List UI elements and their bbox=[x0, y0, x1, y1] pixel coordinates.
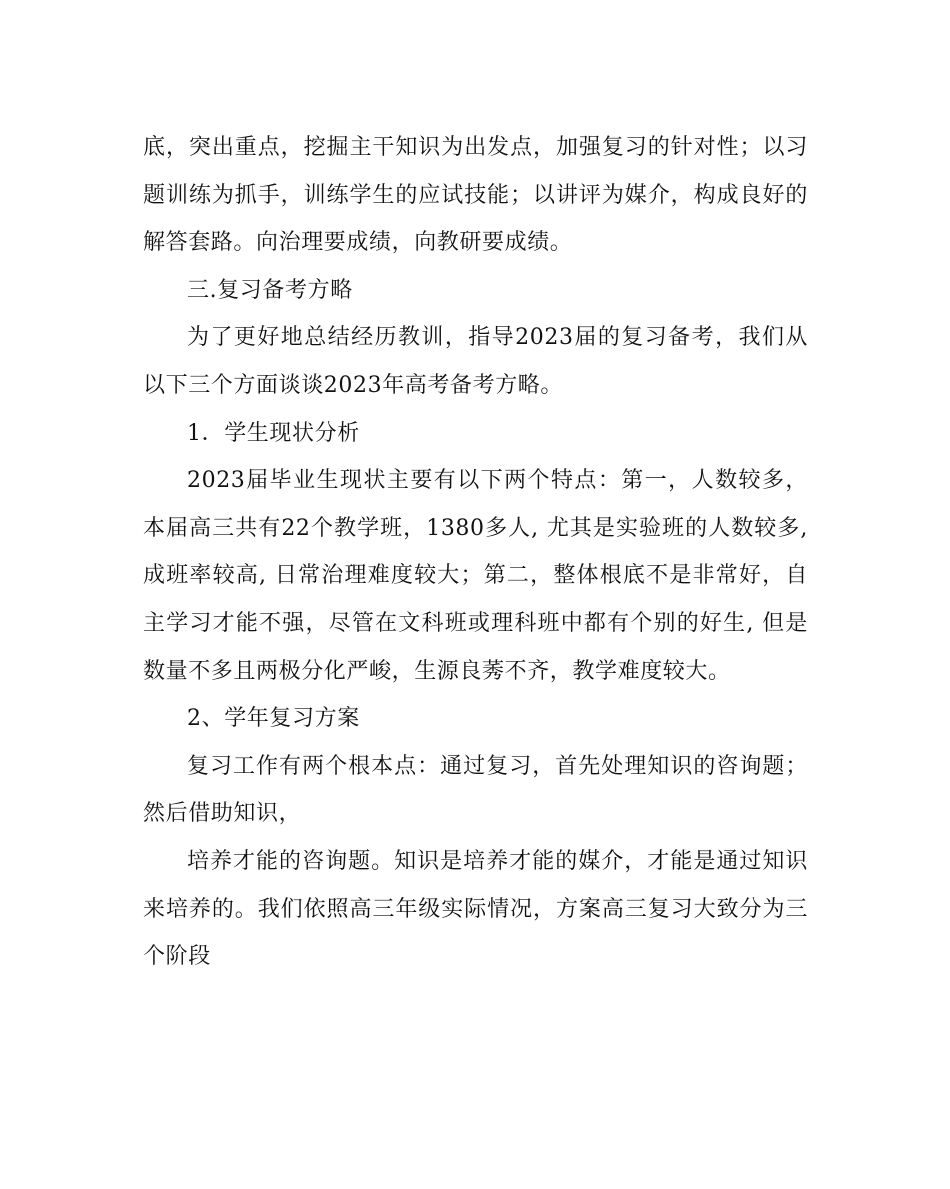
paragraph-continuation: 底，突出重点，挖掘主干知识为出发点，加强复习的针对性；以习题训练为抓手，训练学生的应试技能；以讲评为媒介，构成良好的解答套路。向治理要成绩，向教研要成绩。 bbox=[143, 135, 808, 256]
paragraph-review-points: 复习工作有两个根本点：通过复习，首先处理知识的咨询题；然后借助知识， bbox=[143, 753, 808, 827]
paragraph-ability-training: 培养才能的咨询题。知识是培养才能的媒介，才能是通过知识来培养的。我们依照高三年级实际情况，方案高三复习大致分为三个阶段 bbox=[143, 848, 808, 970]
paragraph-student-status: 2023届毕业生现状主要有以下两个特点：第一，人数较多，本届高三共有22个教学班，1380多人, 尤其是实验班的人数较多,成班率较高, 日常治理难度较大；第二，整体根底不是非常好，自主学习才能不强，尽管在文科班或理科班中都有个别的好生, 但是数量不多且两极分化严峻，生源良莠不齐，教学难度较大。 bbox=[143, 468, 808, 684]
section-heading-review-strategy: 三.复习备考方略 bbox=[187, 277, 353, 303]
subheading-review-plan: 2、学年复习方案 bbox=[187, 706, 360, 732]
paragraph-intro: 为了更好地总结经历教训，指导2023届的复习备考，我们从以下三个方面谈谈2023年高考备考方略。 bbox=[143, 325, 808, 398]
subheading-student-status: 1．学生现状分析 bbox=[187, 420, 360, 446]
document-body bbox=[143, 124, 808, 981]
